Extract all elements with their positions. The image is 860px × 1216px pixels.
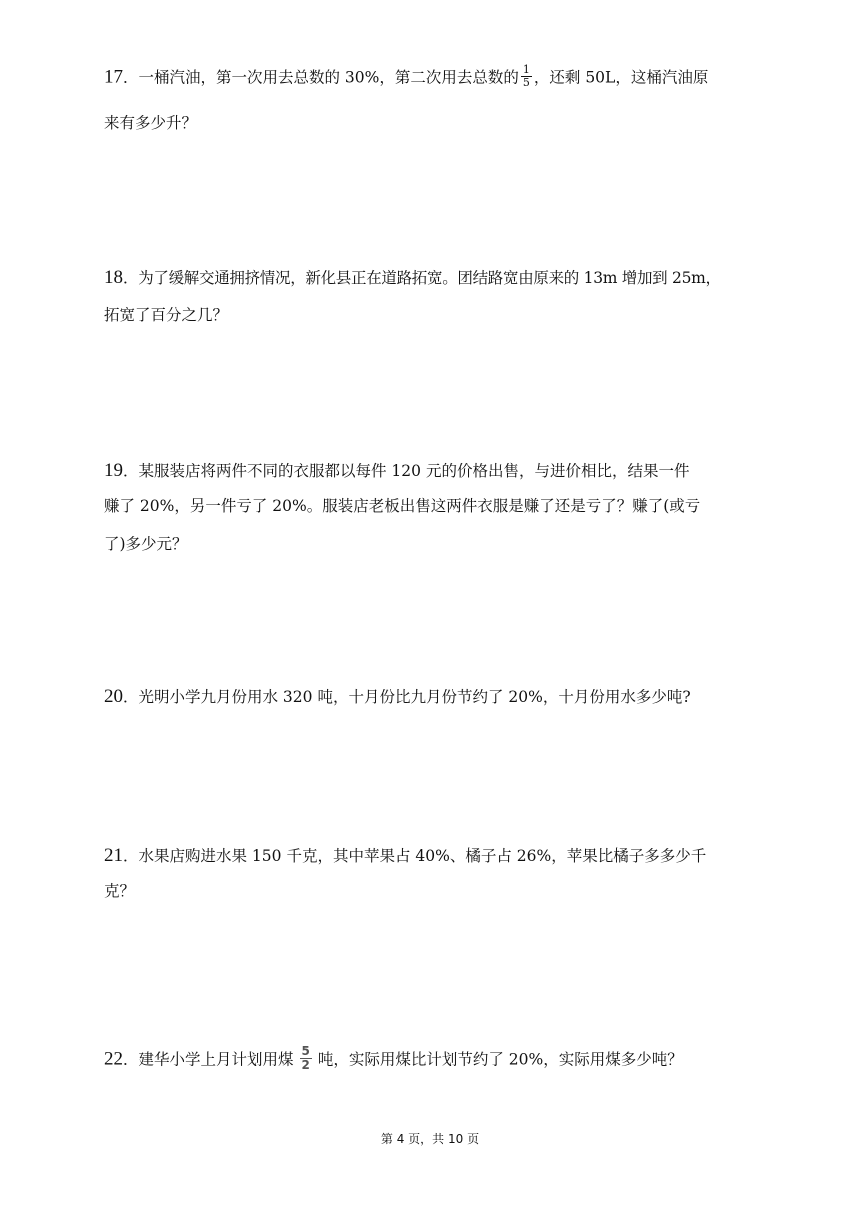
fraction: [521, 64, 532, 89]
fraction-numerator: 1: [522, 63, 530, 76]
question-text: 克？: [104, 882, 136, 900]
question-text: 了)多少元？: [104, 535, 188, 553]
question-text: 赚了 20%，另一件亏了 20%。服装店老板出售这两件衣服是赚了还是亏了？赚了(或亏: [104, 497, 701, 515]
fraction-denominator: 5: [522, 76, 530, 89]
question-text: ．某服装店将两件不同的衣服都以每件 120 元的价格出售，与进价相比，结果一件: [123, 462, 690, 480]
question-number: 18: [104, 267, 123, 288]
fraction-numerator: 5: [301, 1044, 310, 1058]
question-text: ．为了缓解交通拥挤情况，新化县正在道路拓宽。团结路宽由原来的 13m 增加到 25m，: [123, 269, 721, 287]
question-number: 22: [104, 1048, 123, 1070]
question-text: ．水果店购进水果 150 千克，其中苹果占 40%、橘子占 26%，苹果比橘子多多少千: [123, 847, 707, 865]
question-text: ．一桶汽油，第一次用去总数的 30%，第二次用去总数的: [123, 68, 519, 87]
question-text: 吨，实际用煤比计划节约了 20%，实际用煤多少吨？: [317, 1050, 683, 1069]
fraction-denominator: 2: [301, 1058, 310, 1072]
question-number: 19: [104, 460, 123, 481]
question-text: ．建华小学上月计划用煤: [123, 1050, 294, 1069]
question-text: 拓宽了百分之几？: [104, 306, 229, 324]
question-number: 20: [104, 686, 123, 707]
question-text: ，还剩 50L，这桶汽油原: [533, 68, 709, 87]
question-number: 17: [104, 66, 123, 88]
fraction: [300, 1045, 312, 1072]
question-text: ．光明小学九月份用水 320 吨，十月份比九月份节约了 20%，十月份用水多少吨?: [123, 688, 691, 706]
question-number: 21: [104, 845, 123, 866]
question-text: 来有多少升？: [104, 114, 198, 132]
page-footer: 第 4 页，共 10 页: [380, 1132, 480, 1146]
